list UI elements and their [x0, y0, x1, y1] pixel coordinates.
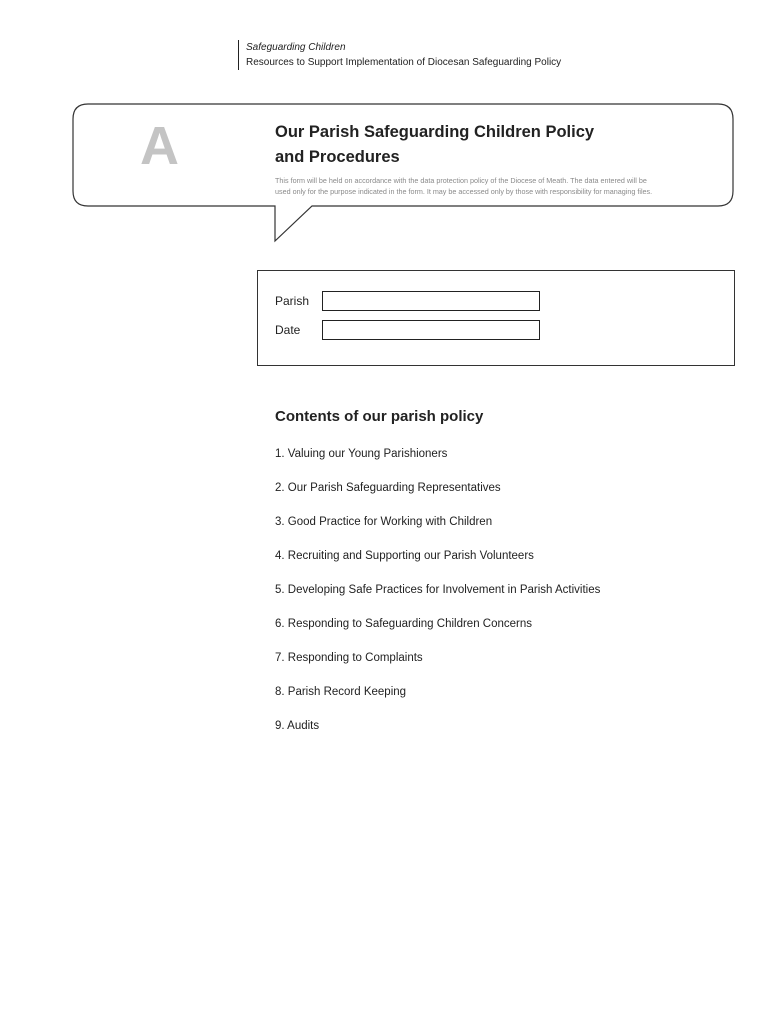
- contents-item: 3. Good Practice for Working with Children: [275, 516, 493, 528]
- contents-item: 1. Valuing our Young Parishioners: [275, 448, 448, 460]
- notice-line-1: This form will be held on accordance with the data protection policy of the Diocese of Meath. The data entered will be: [275, 176, 647, 185]
- date-label: Date: [275, 323, 301, 337]
- contents-list: [275, 446, 600, 752]
- contents-item: 7. Responding to Complaints: [275, 652, 423, 664]
- parish-label: Parish: [275, 294, 310, 308]
- notice-line-2: used only for the purpose indicated in the form. It may be accessed only by those with responsibility for managing files.: [275, 187, 653, 196]
- contents-heading: Contents of our parish policy: [275, 408, 484, 425]
- data-protection-notice: [275, 175, 730, 197]
- parish-row: [275, 290, 540, 312]
- contents-item: 4. Recruiting and Supporting our Parish Volunteers: [275, 550, 534, 562]
- section-letter: A: [140, 116, 179, 176]
- contents-item: 2. Our Parish Safeguarding Representatives: [275, 482, 501, 494]
- contents-item: 8. Parish Record Keeping: [275, 686, 407, 698]
- contents-item: 6. Responding to Safeguarding Children Concerns: [275, 618, 532, 630]
- series-subtitle: Resources to Support Implementation of Diocesan Safeguarding Policy: [246, 57, 562, 68]
- date-row: [275, 319, 540, 341]
- series-title: Safeguarding Children: [246, 42, 346, 53]
- contents-item: 9. Audits: [275, 720, 320, 732]
- contents-item: 5. Developing Safe Practices for Involvement in Parish Activities: [275, 584, 601, 596]
- page-title: [275, 120, 715, 170]
- page-title-line-2: and Procedures: [275, 148, 400, 166]
- page-title-line-1: Our Parish Safeguarding Children Policy: [275, 123, 595, 141]
- parish-info-form: [257, 270, 735, 366]
- date-input[interactable]: [322, 320, 540, 340]
- parish-input[interactable]: [322, 291, 540, 311]
